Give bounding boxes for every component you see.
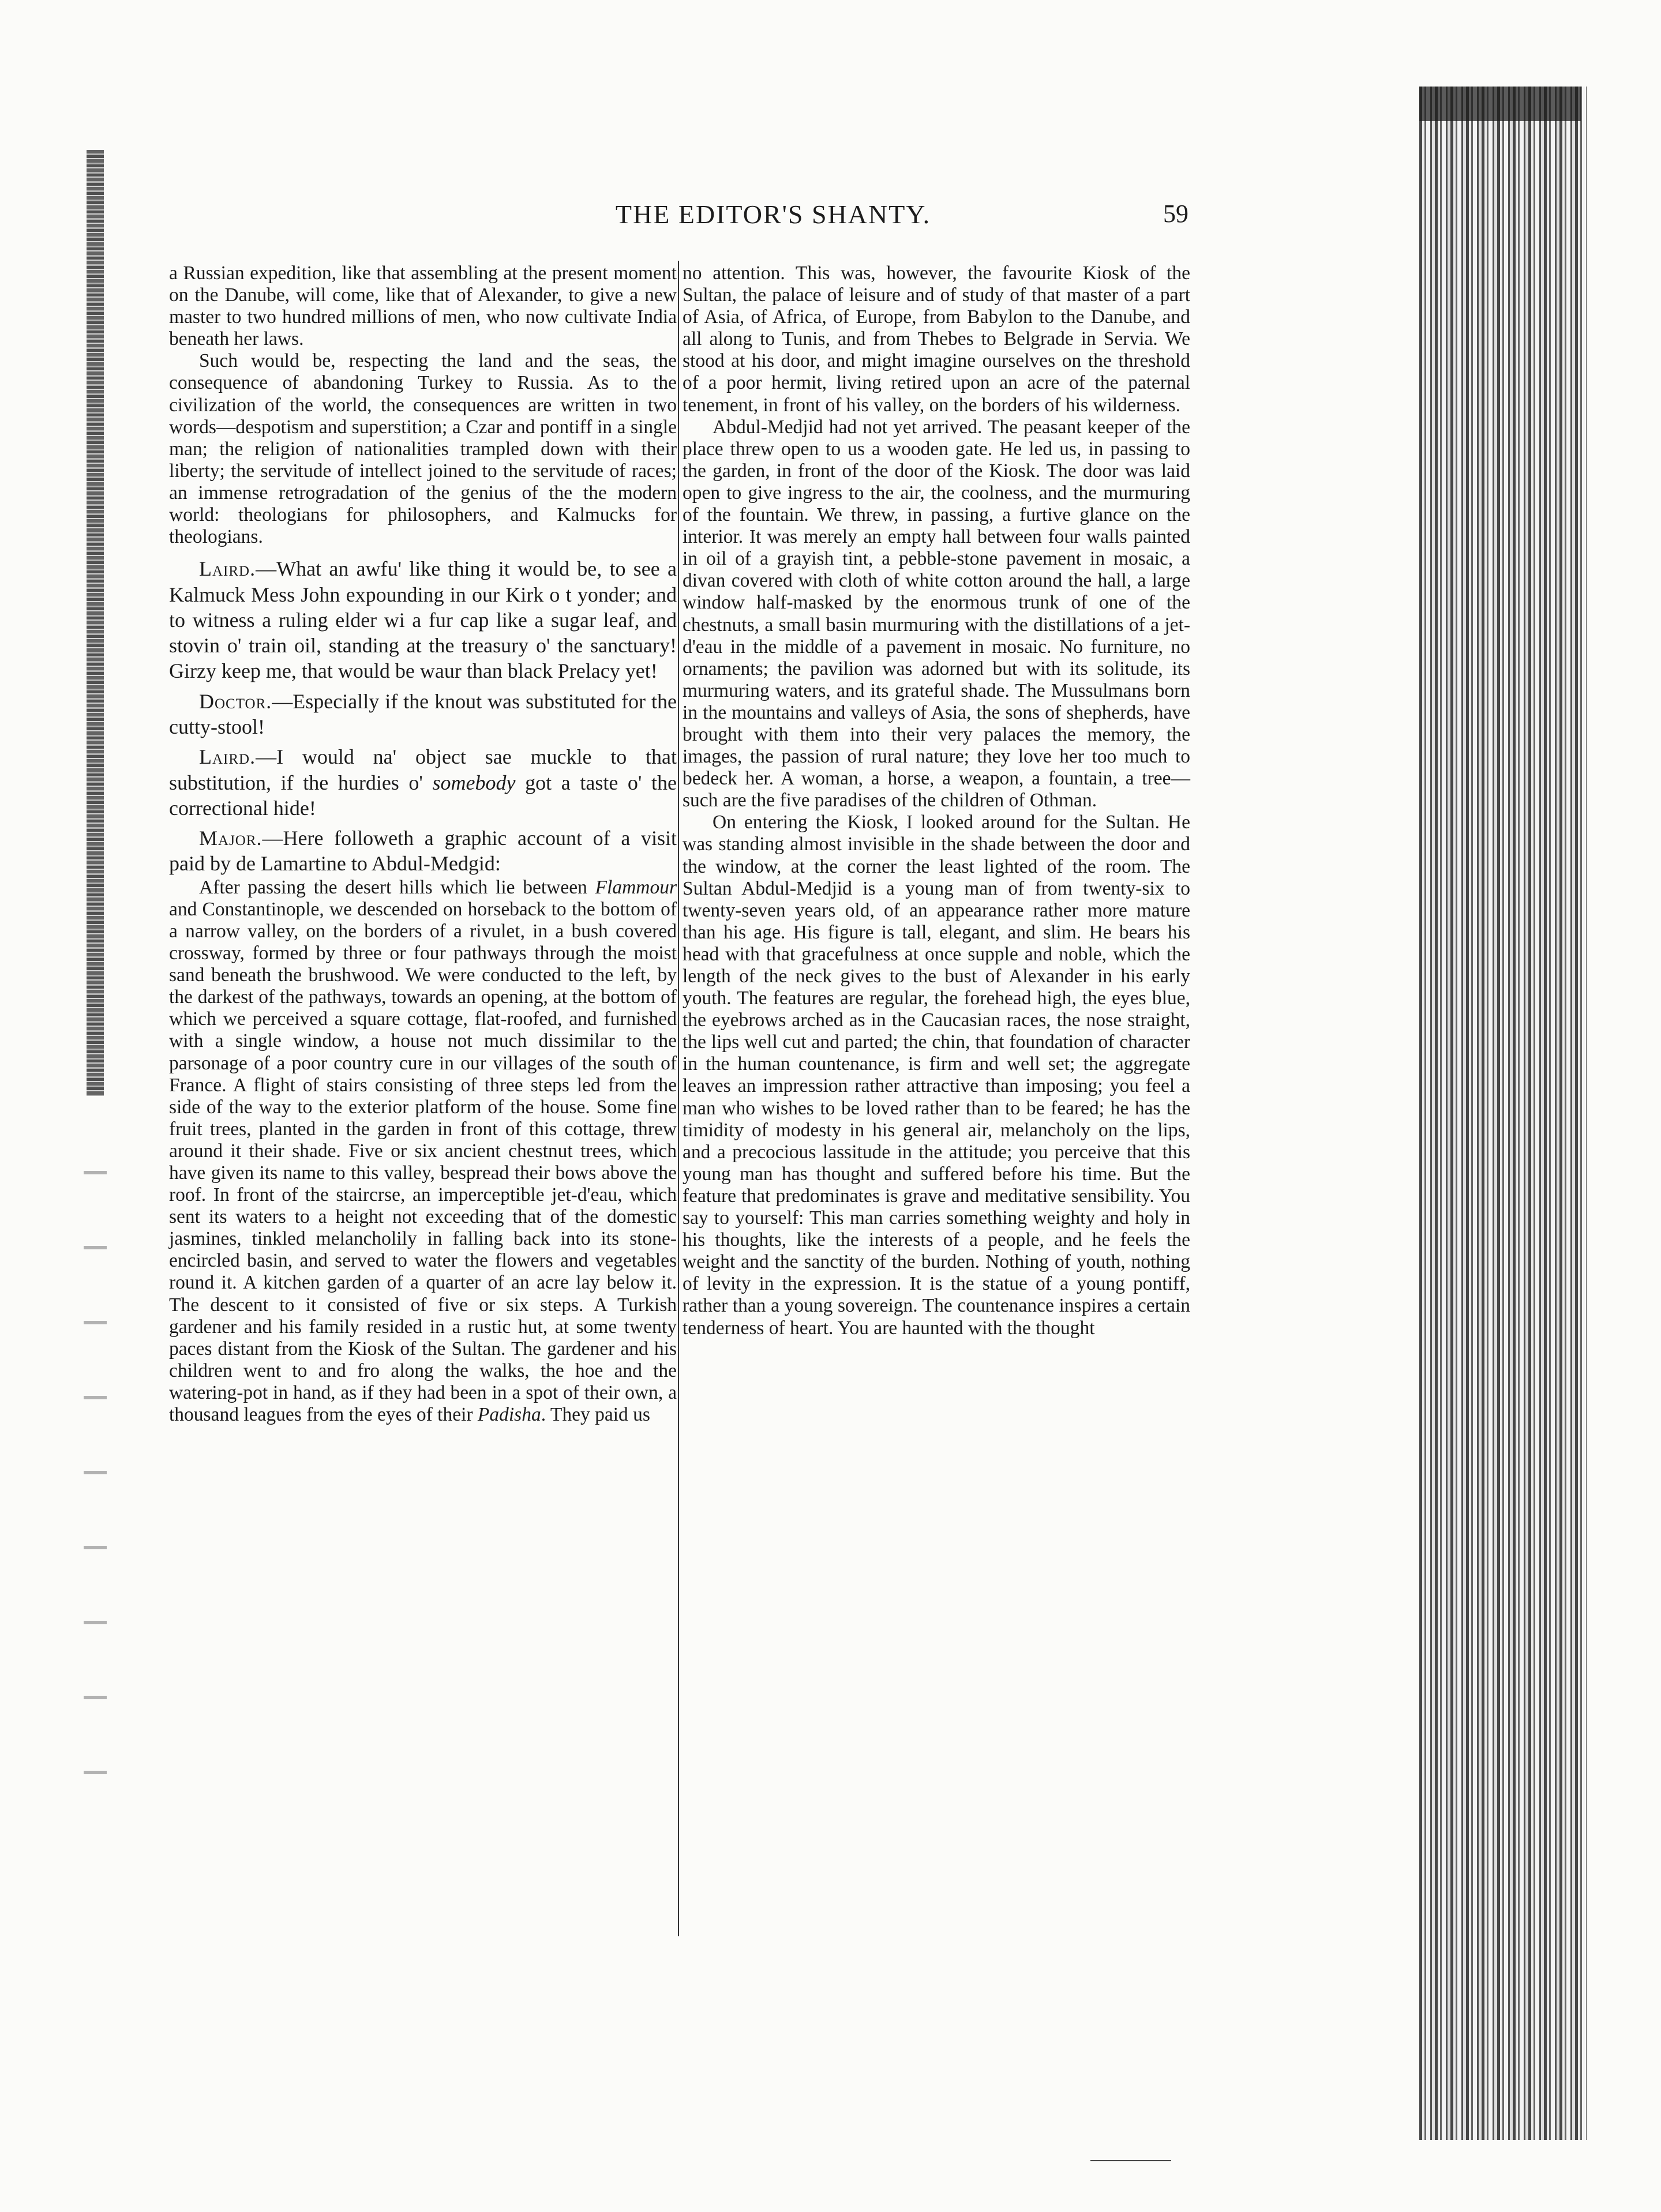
paragraph [169,877,677,1426]
right-column [683,262,1190,1339]
dialogue-text: —What an awfu' like thing it would be, to see a Kalmuck Mess John expounding in our Kirk o t yonder; and to witness a ruling elder wi a fur cap like a sugar leaf, and stovin o' train oil, standing at the treasury o' the sanctuary! Girzy keep me, that would be waur than black Prelacy yet! [169,557,677,683]
dialogue-text: —Here followeth a graphic account of a visit paid by de Lamartine to Abdul-Medgid: [169,827,677,876]
paragraph: a Russian expedition, like that assembling at the present moment on the Danube, will come, like that of Alexander, to give a new master to two hundred millions of men, who now cultivate India beneath her laws. [169,262,677,350]
emphasis: Flammour [595,876,677,898]
text-run: and Constantinople, we descended on horseback to the bottom of a narrow valley, on the borders of a rivulet, in a bush covered crossway, formed by three or four pathways through the moist sand beneath the brushwood. We were conducted to the left, by the darkest of the pathways, towards an opening, at the bottom of which we perceived a square cottage, flat-roofed, and furnished with a single window, a house not much dissimilar to the parsonage of a poor country cure in our villages of the south of France. A flight of stairs consisting of three steps led from the side of the way to the exterior platform of the house. Some fine fruit trees, planted in the garden in front of this cottage, threw around it their shade. Five or six ancient chestnut trees, which have given its name to this valley, bespread their bows above the roof. In front of the staircrse, an imperceptible jet-d'eau, which sent its waters to a height not exceeding that of the domestic jasmines, tinkled melancholily in falling back into its stone-encircled basin, and served to water the flowers and vegetables round it. A kitchen garden of a quarter of an acre lay below it. The descent to it consisted of five or six steps. A Turkish gardener and his family resided in a rustic hut, at some twenty paces distant from the Kiosk of the Sultan. The gardener and his children went to and fro along the walks, the hoe and the watering-pot in hand, as if they had been in a spot of their own, a thousand leagues from the eyes of their [169,898,677,1426]
book-binding-top [1419,87,1581,121]
emphasis: Padisha [477,1404,541,1426]
speaker-name: Major. [199,827,263,850]
text-run: . They paid us [541,1404,650,1426]
paragraph: On entering the Kiosk, I looked around for the Sultan. He was standing almost invisible in the shade between the door and the window, at the corner the least lighted of the room. The Sultan Abdul-Medjid is a young man of from twenty-six to twenty-seven years old, of an appearance rather more mature than his age. His figure is tall, elegant, and slim. He bears his head with that gracefulness at once supple and noble, which the length of the neck gives to the bust of Alexander in his early youth. The features are regular, the forehead high, the eyes blue, the eyebrows arched as in the Caucasian races, the nose straight, the lips well cut and parted; the chin, that foundation of character in the human countenance, is firm and well set; the aggregate leaves an impression rather attractive than imposing; you feel a man who wishes to be loved rather than to be feared; he has the timidity of modesty in his general air, melancholy on the lips, and a precocious lassitude in the attitude; you perceive that this young man has thought and suffered before his time. But the feature that predominates is grave and meditative sensibility. You say to yourself: This man carries something weighty and holy in his thoughts, like the interests of a people, and he feels the weight and the sanctity of the burden. Nothing of youth, nothing of levity in the expression. It is the statue of a young pontiff, rather than a young sovereign. The countenance inspires a certain tenderness of heart. You are haunted with the thought [683,812,1190,1339]
speaker-name: Laird. [199,745,256,769]
emphasis: somebody [432,771,516,794]
dialogue-doctor [169,689,677,740]
paragraph: Such would be, respecting the land and the seas, the consequence of abandoning Turkey to Russia. As to the civilization of the world, the consequences are written in two words—despotism and superstition; a Czar and pontiff in a single man; the religion of nationalities trampled down with their liberty; the servitude of intellect joined to the servitude of races; an immense retrogradation of the genius of the the modern world: theologians for philosophers, and Kalmucks for theologians. [169,350,677,548]
scan-specks-left [84,1131,107,1823]
book-binding-edge [1419,87,1587,2140]
paragraph: no attention. This was, however, the favourite Kiosk of the Sultan, the palace of leisure and of study of that master of a part of Asia, of Africa, of Europe, from Babylon to the Danube, and all along to Tunis, and from Thebes to Belgrade in Servia. We stood at his door, and might imagine ourselves on the threshold of a poor hermit, living retired upon an acre of the paternal tenement, in front of his valley, on the borders of his wilderness. [683,262,1190,416]
dialogue-text: —Especially if the knout was substituted for the cutty-stool! [169,689,677,738]
dialogue-text: got a taste o' the correctional hide! [169,771,677,820]
paragraph: Abdul-Medjid had not yet arrived. The peasant keeper of the place threw open to us a wooden gate. He led us, in passing to the garden, in front of the door of the Kiosk. The door was laid open to give ingress to the air, the coolness, and the murmuring of the fountain. We threw, in passing, a furtive glance on the interior. It was merely an empty hall between four walls painted in oil of a grayish tint, a pebble-stone pavement in mosaic, a divan covered with cloth of white cotton around the hall, a large window half-masked by the enormous trunk of one of the chestnuts, a small basin murmuring with the distillations of a jet-d'eau in the middle of a pavement in mosaic. No furniture, no ornaments; the pavilion was adorned but with its solitude, its murmuring waters, and its grateful shade. The Mussulmans born in the mountains and valleys of Asia, the sons of shepherds, have brought with them into their very palaces the memory, the images, the passion of rural nature; they love her too much to bedeck her. A woman, a horse, a weapon, a fountain, a tree—such are the five paradises of the children of Othman. [683,416,1190,812]
dialogue-major [169,825,677,877]
speaker-name: Doctor. [199,689,272,713]
text-run: After passing the desert hills which lie between [199,876,595,898]
running-title: THE EDITOR'S SHANTY. [615,200,931,229]
page-number: 59 [1163,200,1188,228]
speaker-name: Laird. [199,557,256,581]
dialogue-laird [169,744,677,821]
footer-rule [1090,2160,1171,2161]
column-divider [678,261,679,1936]
left-column [169,262,677,1426]
page-header [167,199,1188,245]
dialogue-laird [169,556,677,683]
dialogue-text: —I would na' object sae muckle to that substitution, if the hurdies o' [169,745,677,794]
scan-edge-left [87,150,104,1096]
